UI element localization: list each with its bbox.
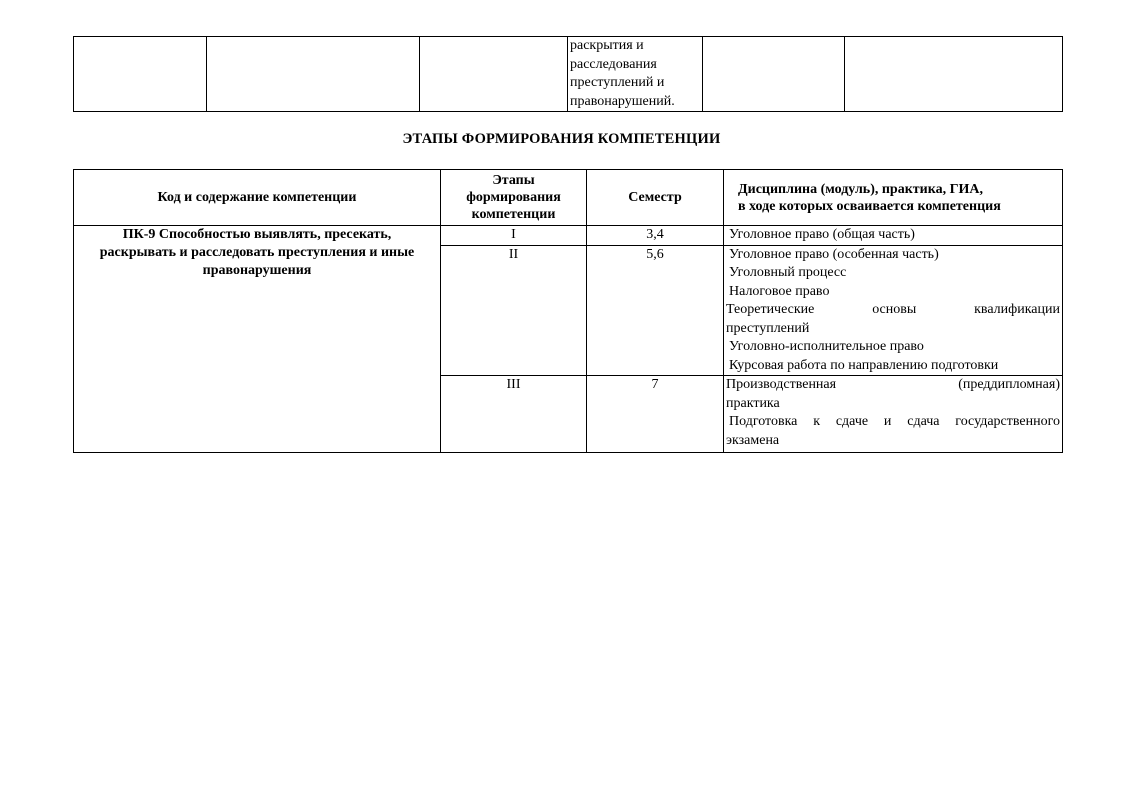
competence-stages-table (73, 169, 1063, 453)
header-semester: Семестр (587, 170, 724, 226)
cell-line: раскрытия и (570, 38, 644, 53)
discipline-item: Уголовное право (особенная часть) (729, 246, 939, 262)
semester-cell: 3,4 (587, 226, 724, 246)
discipline-item: преступлений (726, 320, 810, 336)
header-code: Код и содержание компетенции (74, 170, 441, 226)
discipline-cell (724, 245, 1063, 376)
header-discipline-line: Дисциплина (модуль), практика, ГИА, (738, 181, 983, 197)
cell-line: правонарушений. (570, 93, 675, 109)
table-cell (207, 37, 420, 112)
table-cell (74, 37, 207, 112)
stage-cell: II (441, 245, 587, 376)
discipline-item: практика (726, 395, 780, 411)
continuation-table (73, 36, 1063, 112)
discipline-item: экзамена (726, 432, 780, 448)
header-stages-line: компетенции (471, 207, 556, 222)
competence-line: правонарушения (202, 263, 312, 278)
table-row (74, 37, 1063, 112)
header-stages-line: формирования (466, 190, 561, 205)
semester-cell: 5,6 (587, 245, 724, 376)
semester-cell: 7 (587, 376, 724, 453)
table-cell (420, 37, 568, 112)
cell-line: расследования (570, 56, 657, 72)
stage-cell: III (441, 376, 587, 453)
table-cell-text (568, 37, 703, 112)
table-row (74, 226, 1063, 246)
discipline-item: Производственная (преддипломная) (726, 377, 1060, 392)
cell-line: преступлений и (570, 75, 665, 90)
stage-cell: I (441, 226, 587, 246)
discipline-item: Теоретические основы квалификации (726, 302, 1060, 317)
discipline-cell (724, 376, 1063, 453)
discipline-item: Налоговое право (729, 283, 830, 299)
competence-cell (74, 226, 441, 453)
table-cell (845, 37, 1063, 112)
header-discipline-line: в ходе которых осваивается компетенция (738, 198, 1001, 214)
discipline-item: Уголовное право (общая часть) (729, 227, 915, 242)
discipline-item: Подготовка к сдаче и сдача государственного (729, 414, 1060, 429)
header-stages-line: Этапы (492, 173, 535, 188)
discipline-item: Уголовный процесс (729, 265, 847, 280)
table-header-row (74, 170, 1063, 226)
table-cell (703, 37, 845, 112)
discipline-item: Курсовая работа по направлению подготовки (729, 357, 999, 373)
discipline-cell (724, 226, 1063, 246)
discipline-item: Уголовно-исполнительное право (729, 339, 924, 354)
header-stages (441, 170, 587, 226)
competence-line: ПК-9 Способностью выявлять, пресекать, (122, 227, 392, 242)
header-discipline (724, 170, 1063, 226)
section-title: ЭТАПЫ ФОРМИРОВАНИЯ КОМПЕТЕНЦИИ (402, 131, 721, 147)
competence-line: раскрывать и расследовать преступления и иные (99, 245, 415, 260)
